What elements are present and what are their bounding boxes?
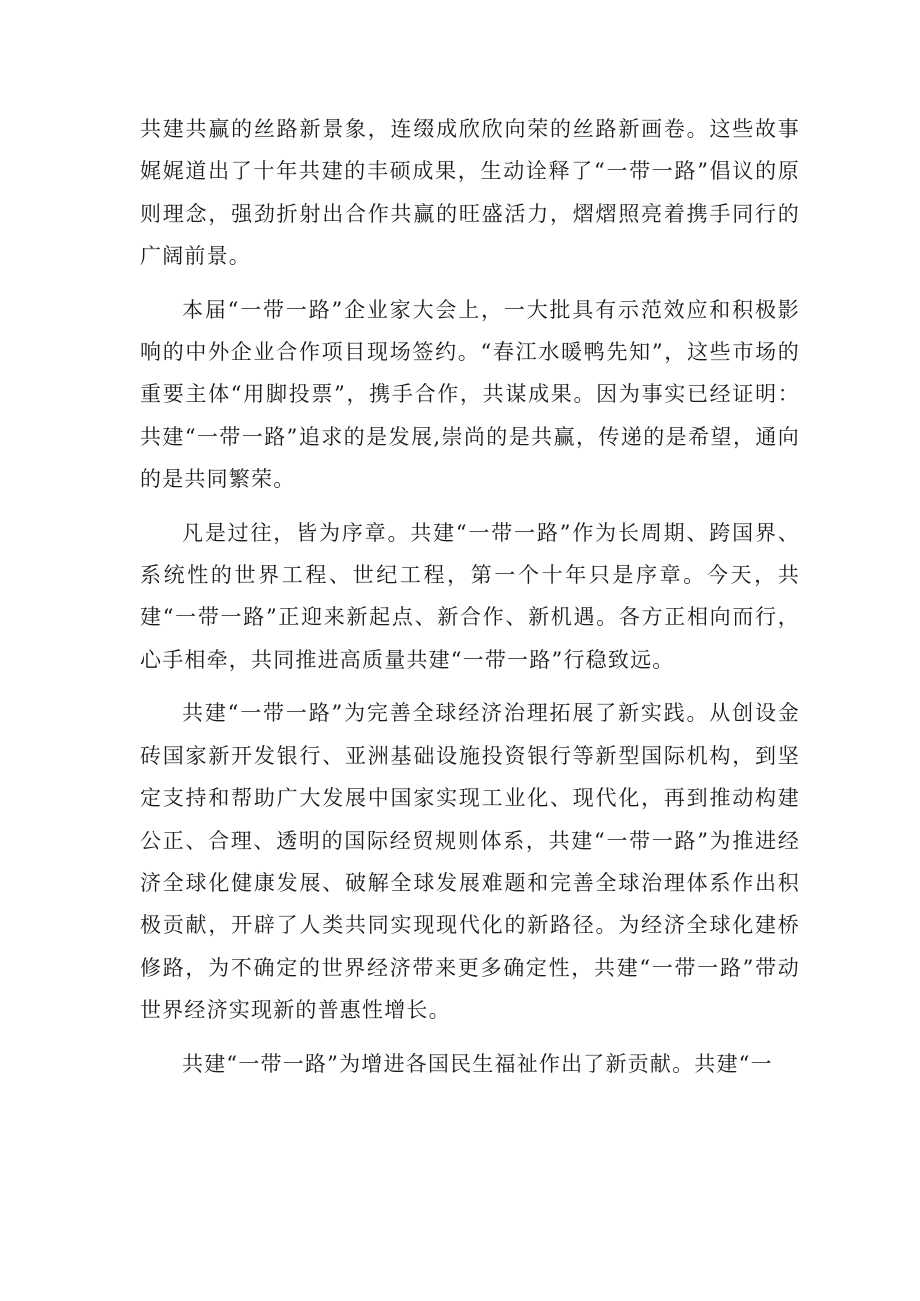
paragraph-3: 凡是过往，皆为序章。共建“一带一路”作为长周期、跨国界、系统性的世界工程、世纪工程，第一个十年只是序章。今天，共建“一带一路”正迎来新起点、新合作、新机遇。各方正相向而行，心手相牵，共同推进高质量共建“一带一路”行稳致远。	[140, 520, 800, 672]
paragraph-4: 共建“一带一路”为完善全球经济治理拓展了新实践。从创设金砖国家新开发银行、亚洲基础设施投资银行等新型国际机构，到坚定支持和帮助广大发展中国家实现工业化、现代化，再到推动构建公正、合理、透明的国际经贸规则体系，共建“一带一路”为推进经济全球化健康发展、破解全球发展难题和完善全球治理体系作出积极贡献，开辟了人类共同实现现代化的新路径。为经济全球化建桥修路，为不确定的世界经济带来更多确定性，共建“一带一路”带动世界经济实现新的普惠性增长。	[140, 701, 800, 1023]
document-body	[140, 108, 800, 1096]
paragraph-1: 共建共赢的丝路新景象，连缀成欣欣向荣的丝路新画卷。这些故事娓娓道出了十年共建的丰硕成果，生动诠释了“一带一路”倡议的原则理念，强劲折射出合作共赢的旺盛活力，熠熠照亮着携手同行的广阔前景。	[140, 117, 800, 269]
paragraph-2: 本届“一带一路”企业家大会上，一大批具有示范效应和积极影响的中外企业合作项目现场签约。“春江水暖鸭先知”，这些市场的重要主体“用脚投票”，携手合作，共谋成果。因为事实已经证明：共建“一带一路”追求的是发展,崇尚的是共赢，传递的是希望，通向的是共同繁荣。	[140, 297, 800, 492]
paragraph-5: 共建“一带一路”为增进各国民生福祉作出了新贡献。共建“一	[182, 1051, 773, 1076]
